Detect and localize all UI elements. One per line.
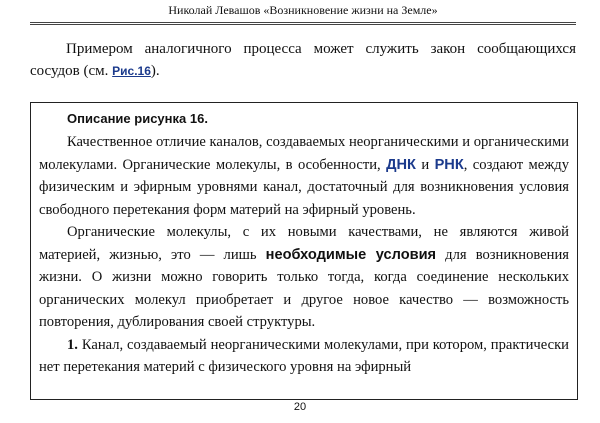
p3-text: Канал, создаваемый неорганическими молекулами, при котором, практически нет перетекания материй с физического уровня на эфирный xyxy=(39,336,569,375)
emphasis-term: необходимые условия xyxy=(265,246,437,263)
rnk-term: РНК xyxy=(434,156,464,173)
p2-text-b: для возникновения жизни. О жизни можно говорить только тогда, когда соединение нескольких органических молекул приобретает и другое новое качество — возможность повторения, дублирования своей структуры. xyxy=(39,246,569,330)
dnk-term: ДНК xyxy=(386,156,416,173)
box-paragraph-2 xyxy=(39,221,569,334)
p1-text-a: Качественное отличие каналов, создаваемых неорганическими и органическими молекулами. Органические молекулы, в особенности, xyxy=(39,134,569,173)
p1-text-b: , создают между физическим и эфирным уровнями канал, достаточный для возникновения условия свободного перетекания форм материй на эфирный уровень. xyxy=(39,156,569,218)
figure-description-box xyxy=(30,102,578,400)
running-header xyxy=(30,3,576,25)
intro-paragraph xyxy=(30,38,576,82)
intro-text: Примером аналогичного процесса может служить закон сообщающихся сосудов (см. xyxy=(30,41,576,79)
figure-16-link[interactable]: Рис.16 xyxy=(112,64,151,78)
intro-text-end: ). xyxy=(150,63,160,79)
box-paragraph-1 xyxy=(39,131,569,221)
box-paragraph-3 xyxy=(39,334,569,379)
page-number: 20 xyxy=(293,401,307,413)
box-title: Описание рисунка 16. xyxy=(67,111,208,126)
header-title: Николай Левашов «Возникновение жизни на Земле» xyxy=(168,3,438,17)
item-number: 1. xyxy=(67,336,78,353)
p2-text-a: Органические молекулы, с их новыми качествами, не являются живой материей, жизнью, это — лишь xyxy=(39,224,569,263)
p1-and: и xyxy=(415,156,435,173)
